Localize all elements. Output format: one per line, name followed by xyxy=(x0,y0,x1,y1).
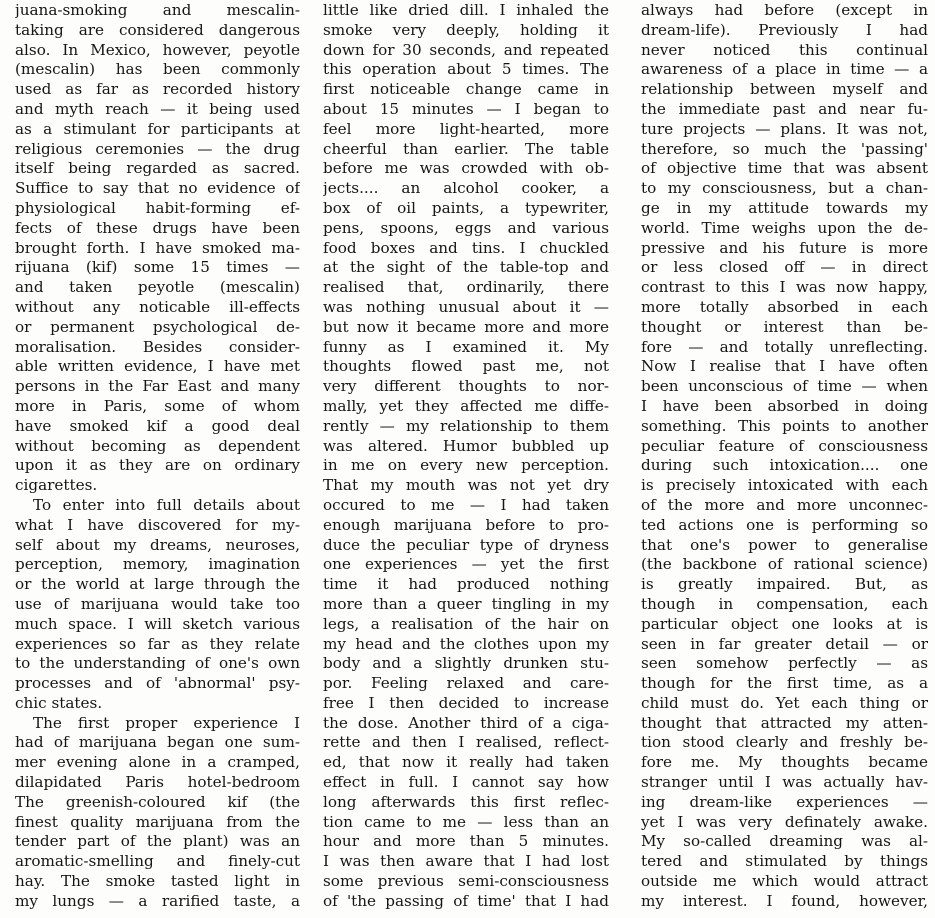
text-line-middle: my head and the clothes upon my xyxy=(323,634,609,653)
text-line-middle: time it had produced nothing xyxy=(323,575,609,594)
text-line-middle: box of oil paints, a typewriter, xyxy=(323,198,609,217)
text-line-right: more totally absorbed in each xyxy=(641,297,928,316)
text-line-right: is greatly impaired. But, as xyxy=(641,575,928,594)
text-line-left: aromatic-smelling and finely-cut xyxy=(15,852,300,871)
text-column-middle xyxy=(323,0,609,912)
text-line-left: juana-smoking and mescalin- xyxy=(15,1,300,19)
text-line-right: contrast to this I was now happy, xyxy=(641,278,928,297)
text-line-left: chic states. xyxy=(15,693,103,712)
text-line-middle: some previous semi-consciousness xyxy=(323,872,609,891)
text-line-right: never noticed this continual xyxy=(641,40,928,59)
text-line-left: finest quality marijuana from the xyxy=(15,812,300,831)
text-line-right: ge in my attitude towards my xyxy=(641,198,928,217)
text-line-left: have smoked kif a good deal xyxy=(15,416,300,435)
text-line-middle: was altered. Humor bubbled up xyxy=(323,436,609,455)
text-line-right: ted actions one is performing so xyxy=(641,515,928,534)
text-line-middle: jects.... an alcohol cooker, a xyxy=(323,179,609,198)
text-line-left: and taken peyotle (mescalin) xyxy=(15,278,300,297)
text-line-middle: but now it became more and more xyxy=(323,317,609,336)
text-line-right: is precisely intoxicated with each xyxy=(641,476,928,495)
text-line-right: My so-called dreaming was al- xyxy=(641,832,928,851)
text-line-left: without becoming as dependent xyxy=(15,436,300,455)
text-line-middle: legs, a realisation of the hair on xyxy=(323,614,609,633)
text-line-left: persons in the Far East and many xyxy=(15,377,300,396)
text-line-left: upon it as they are on ordinary xyxy=(15,456,300,475)
text-line-middle: first noticeable change came in xyxy=(323,80,609,99)
text-line-left: The first proper experience I xyxy=(33,713,300,732)
text-line-middle: free I then decided to increase xyxy=(323,693,609,712)
text-line-middle: feel more light-hearted, more xyxy=(323,119,609,138)
text-line-right: though for the first time, as a xyxy=(641,674,928,693)
text-line-middle: tion came to me — less than an xyxy=(323,812,609,831)
text-line-left: Suffice to say that no evidence of xyxy=(15,179,300,198)
text-line-middle: hour and more than 5 minutes. xyxy=(323,832,609,851)
text-line-right: outside me which would attract xyxy=(641,872,928,891)
text-line-middle: long afterwards this first reflec- xyxy=(323,792,609,811)
text-line-middle: funny as I examined it. My xyxy=(323,337,609,356)
text-line-right: world. Time weighs upon the de- xyxy=(641,218,928,237)
text-line-middle: before me was crowded with ob- xyxy=(323,159,609,178)
text-line-left: processes and of 'abnormal' psy- xyxy=(15,674,300,693)
text-line-right: thought that attracted my atten- xyxy=(641,713,928,732)
text-line-left: physiological habit-forming ef- xyxy=(15,198,300,217)
text-line-right: that one's power to generalise xyxy=(641,535,928,554)
text-line-left: had of marijuana began one sum- xyxy=(15,733,300,752)
text-line-middle: That my mouth was not yet dry xyxy=(323,476,609,495)
text-line-middle: little like dried dill. I inhaled the xyxy=(323,1,609,19)
text-line-right: or less closed off — in direct xyxy=(641,258,928,277)
text-line-right: dream-life). Previously I had xyxy=(641,20,928,39)
text-line-middle: down for 30 seconds, and repeated xyxy=(323,40,609,59)
text-line-right: my interest. I found, however, xyxy=(641,891,928,910)
text-line-middle: about 15 minutes — I began to xyxy=(323,99,609,118)
text-line-left: mer evening alone in a cramped, xyxy=(15,753,300,772)
text-line-left: more in Paris, some of whom xyxy=(15,396,300,415)
text-column-left xyxy=(15,0,300,912)
text-line-right: ture projects — plans. It was not, xyxy=(641,119,928,138)
text-line-middle: food boxes and tins. I chuckled xyxy=(323,238,609,257)
text-line-middle: was nothing unusual about it — xyxy=(323,297,609,316)
text-line-left: brought forth. I have smoked ma- xyxy=(15,238,300,257)
text-line-middle: por. Feeling relaxed and care- xyxy=(323,674,609,693)
text-line-left: To enter into full details about xyxy=(33,495,300,514)
text-line-middle: effect in full. I cannot say how xyxy=(323,773,609,792)
text-line-right: though in compensation, each xyxy=(641,594,928,613)
text-line-left: and myth reach — it being used xyxy=(15,99,300,118)
text-line-middle: thoughts flowed past me, not xyxy=(323,357,609,376)
text-line-right: fore — and totally unreflecting. xyxy=(641,337,928,356)
text-line-right: tered and stimulated by things xyxy=(641,852,928,871)
text-line-middle: rently — my relationship to them xyxy=(323,416,609,435)
text-line-middle: I was then aware that I had lost xyxy=(323,852,609,871)
text-line-left: The greenish-coloured kif (the xyxy=(15,792,300,811)
text-line-left: much space. I will sketch various xyxy=(15,614,300,633)
text-line-left: cigarettes. xyxy=(15,476,98,495)
text-line-right: been unconscious of time — when xyxy=(641,377,928,396)
text-line-middle: ed, that now it really had taken xyxy=(323,753,609,772)
text-line-right: peculiar feature of consciousness xyxy=(641,436,928,455)
text-line-left: use of marijuana would take too xyxy=(15,594,300,613)
text-line-right: of objective time that was absent xyxy=(641,159,928,178)
text-line-right: Now I realise that I have often xyxy=(641,357,928,376)
text-line-left: perception, memory, imagination xyxy=(15,555,300,574)
text-line-right: of the more and more unconnec- xyxy=(641,495,928,514)
text-line-right: seen in far greater detail — or xyxy=(641,634,928,653)
text-line-middle: pens, spoons, eggs and various xyxy=(323,218,609,237)
text-line-right: I have been absorbed in doing xyxy=(641,396,928,415)
text-line-right: seen somehow perfectly — as xyxy=(641,654,928,673)
text-line-middle: cheerful than earlier. The table xyxy=(323,139,609,158)
text-line-left: to the understanding of one's own xyxy=(15,654,300,673)
text-line-middle: at the sight of the table-top and xyxy=(323,258,609,277)
text-line-left: itself being regarded as sacred. xyxy=(15,159,300,178)
text-line-right: particular object one looks at is xyxy=(641,614,928,633)
text-line-left: moralisation. Besides consider- xyxy=(15,337,300,356)
text-line-right: always had before (except in xyxy=(641,1,928,19)
text-line-right: thought or interest than be- xyxy=(641,317,928,336)
text-line-left: rijuana (kif) some 15 times — xyxy=(15,258,300,277)
text-line-right: awareness of a place in time — a xyxy=(641,60,928,79)
text-line-left: tender part of the plant) was an xyxy=(15,832,300,851)
text-line-left: used as far as recorded history xyxy=(15,80,300,99)
text-line-middle: realised that, ordinarily, there xyxy=(323,278,609,297)
text-line-middle: in me on every new perception. xyxy=(323,456,609,475)
text-column-right xyxy=(641,0,928,912)
text-line-right: child must do. Yet each thing or xyxy=(641,693,928,712)
text-line-middle: rette and then I realised, reflect- xyxy=(323,733,609,752)
text-line-left: (mescalin) has been commonly xyxy=(15,60,300,79)
text-line-middle: enough marijuana before to pro- xyxy=(323,515,609,534)
text-line-right: yet I was very definately awake. xyxy=(641,812,928,831)
text-line-right: relationship between myself and xyxy=(641,80,928,99)
text-line-middle: smoke very deeply, holding it xyxy=(323,20,609,39)
text-line-right: stranger until I was actually hav- xyxy=(641,773,928,792)
text-line-right: (the backbone of rational science) xyxy=(641,555,928,574)
text-line-left: without any noticable ill-effects xyxy=(15,297,300,316)
text-line-right: fore me. My thoughts became xyxy=(641,753,928,772)
text-line-middle: the dose. Another third of a ciga- xyxy=(323,713,609,732)
text-line-left: taking are considered dangerous xyxy=(15,20,300,39)
text-line-middle: this operation about 5 times. The xyxy=(323,60,609,79)
text-line-middle: occured to me — I had taken xyxy=(323,495,609,514)
text-line-left: religious ceremonies — the drug xyxy=(15,139,300,158)
text-line-left: my lungs — a rarified taste, a xyxy=(15,891,300,910)
text-line-middle: very different thoughts to nor- xyxy=(323,377,609,396)
text-line-right: the immediate past and near fu- xyxy=(641,99,928,118)
text-line-left: self about my dreams, neuroses, xyxy=(15,535,300,554)
text-line-middle: of 'the passing of time' that I had xyxy=(323,891,609,910)
text-line-left: hay. The smoke tasted light in xyxy=(15,872,300,891)
text-line-middle: more than a queer tingling in my xyxy=(323,594,609,613)
text-line-left: fects of these drugs have been xyxy=(15,218,300,237)
text-line-left: able written evidence, I have met xyxy=(15,357,300,376)
text-line-left: dilapidated Paris hotel-bedroom xyxy=(15,773,300,792)
text-line-left: what I have discovered for my- xyxy=(15,515,300,534)
text-line-middle: duce the peculiar type of dryness xyxy=(323,535,609,554)
text-line-right: something. This points to another xyxy=(641,416,928,435)
text-line-right: to my consciousness, but a chan- xyxy=(641,179,928,198)
text-line-middle: mally, yet they affected me diffe- xyxy=(323,396,609,415)
text-line-right: therefore, so much the 'passing' xyxy=(641,139,928,158)
text-line-left: or the world at large through the xyxy=(15,575,300,594)
text-line-right: tion stood clearly and freshly be- xyxy=(641,733,928,752)
text-line-left: as a stimulant for participants at xyxy=(15,119,300,138)
text-line-right: ing dream-like experiences — xyxy=(641,792,928,811)
text-line-left: also. In Mexico, however, peyotle xyxy=(15,40,300,59)
text-line-middle: one experiences — yet the first xyxy=(323,555,609,574)
text-line-middle: body and a slightly drunken stu- xyxy=(323,654,609,673)
text-line-right: during such intoxication.... one xyxy=(641,456,928,475)
text-line-right: pressive and his future is more xyxy=(641,238,928,257)
text-line-left: or permanent psychological de- xyxy=(15,317,300,336)
text-line-left: experiences so far as they relate xyxy=(15,634,300,653)
